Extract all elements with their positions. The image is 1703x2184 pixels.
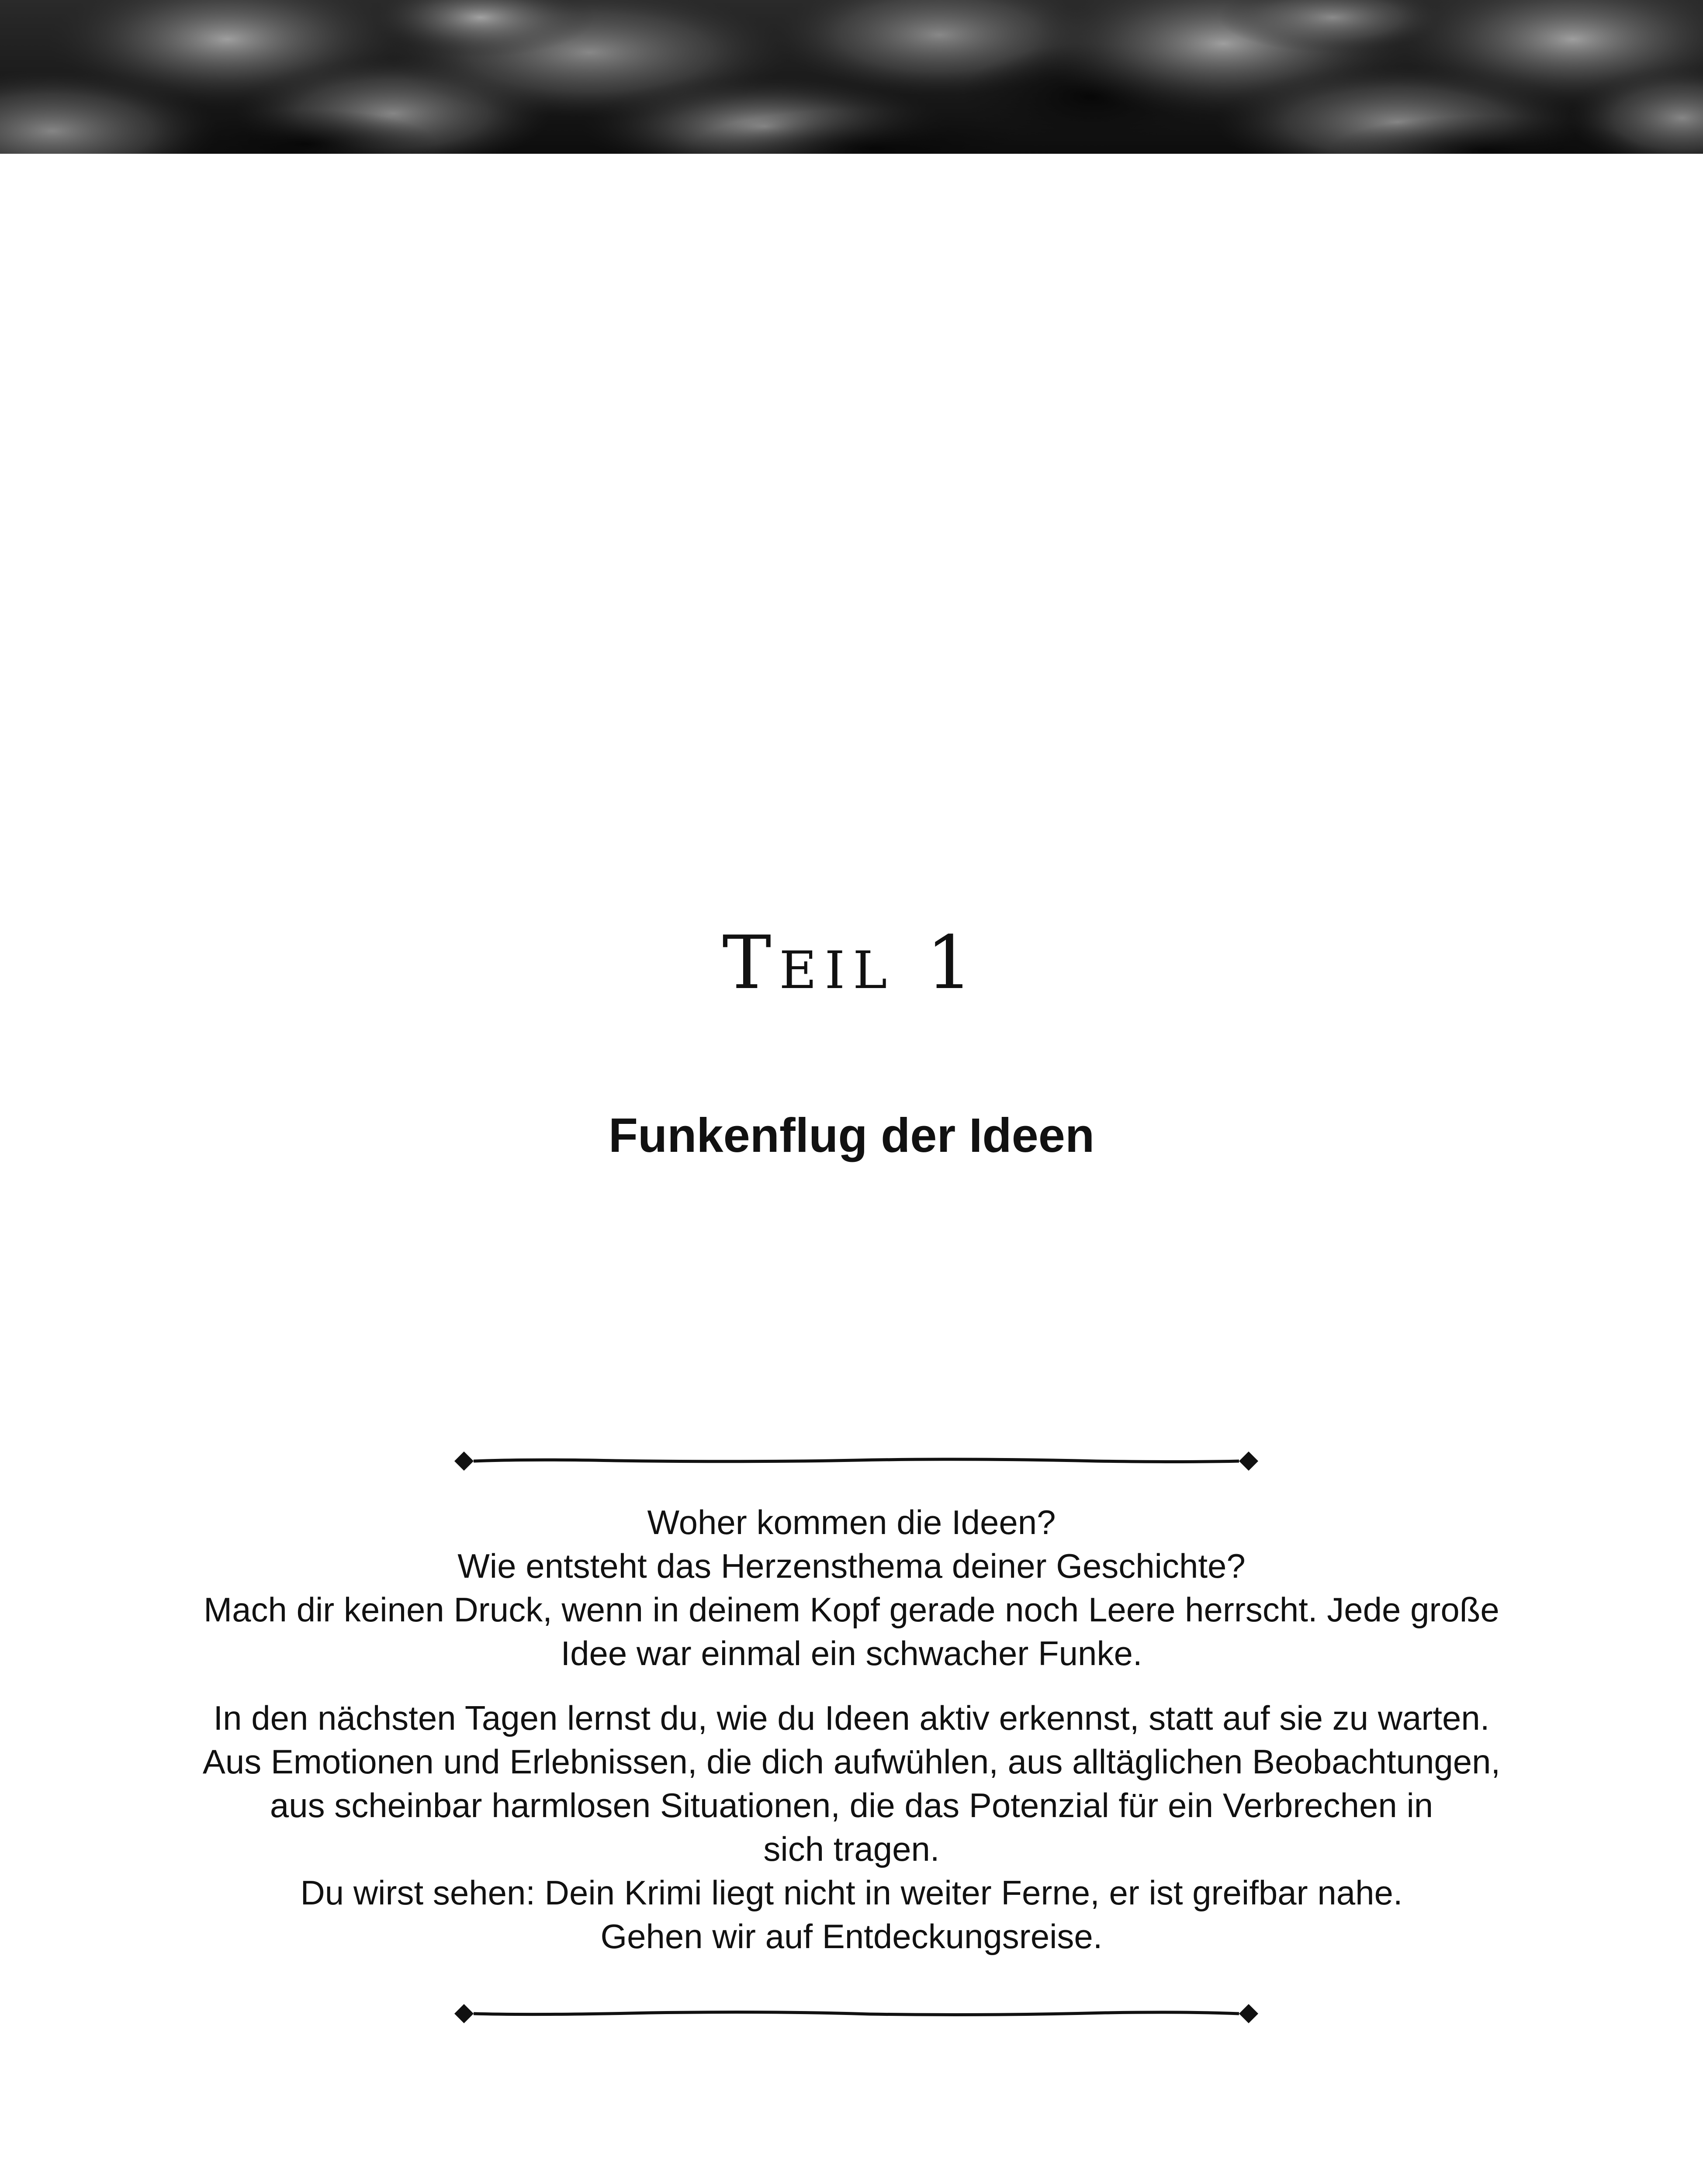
text-line: Idee war einmal ein schwacher Funke. [561, 1634, 1142, 1673]
storm-clouds-image [0, 0, 1703, 154]
text-line: sich tragen. [763, 1830, 940, 1868]
text-line: aus scheinbar harmlosen Situationen, die das Potenzial für ein Verbrechen in [270, 1786, 1433, 1825]
text-line: In den nächsten Tagen lernst du, wie du Ideen aktiv erkennst, statt auf sie zu warten. [213, 1699, 1490, 1737]
text-line: Gehen wir auf Entdeckungsreise. [600, 1917, 1103, 1956]
intro-text [144, 1500, 1559, 1958]
top-ornament-divider [441, 1446, 1271, 1476]
intro-paragraph-2 [144, 1696, 1559, 1958]
diamond-line-divider-icon [441, 1998, 1271, 2029]
intro-paragraph-1 [144, 1500, 1559, 1675]
chapter-subtitle: Funkenflug der Ideen [608, 1109, 1095, 1162]
diamond-line-divider-icon [441, 1446, 1271, 1476]
text-line: Wie entsteht das Herzensthema deiner Geschichte? [457, 1547, 1246, 1585]
text-line: Du wirst sehen: Dein Krimi liegt nicht in weiter Ferne, er ist greifbar nahe. [300, 1873, 1403, 1912]
text-line: Mach dir keinen Druck, wenn in deinem Kopf gerade noch Leere herrscht. Jede große [204, 1590, 1499, 1629]
bottom-ornament-divider [441, 1998, 1271, 2029]
text-line: Woher kommen die Ideen? [647, 1503, 1056, 1541]
text-line: Aus Emotionen und Erlebnissen, die dich aufwühlen, aus alltäglichen Beobachtungen, [202, 1742, 1501, 1781]
part-title: Teil 1 [722, 920, 981, 1006]
storm-clouds-banner [0, 0, 1703, 154]
